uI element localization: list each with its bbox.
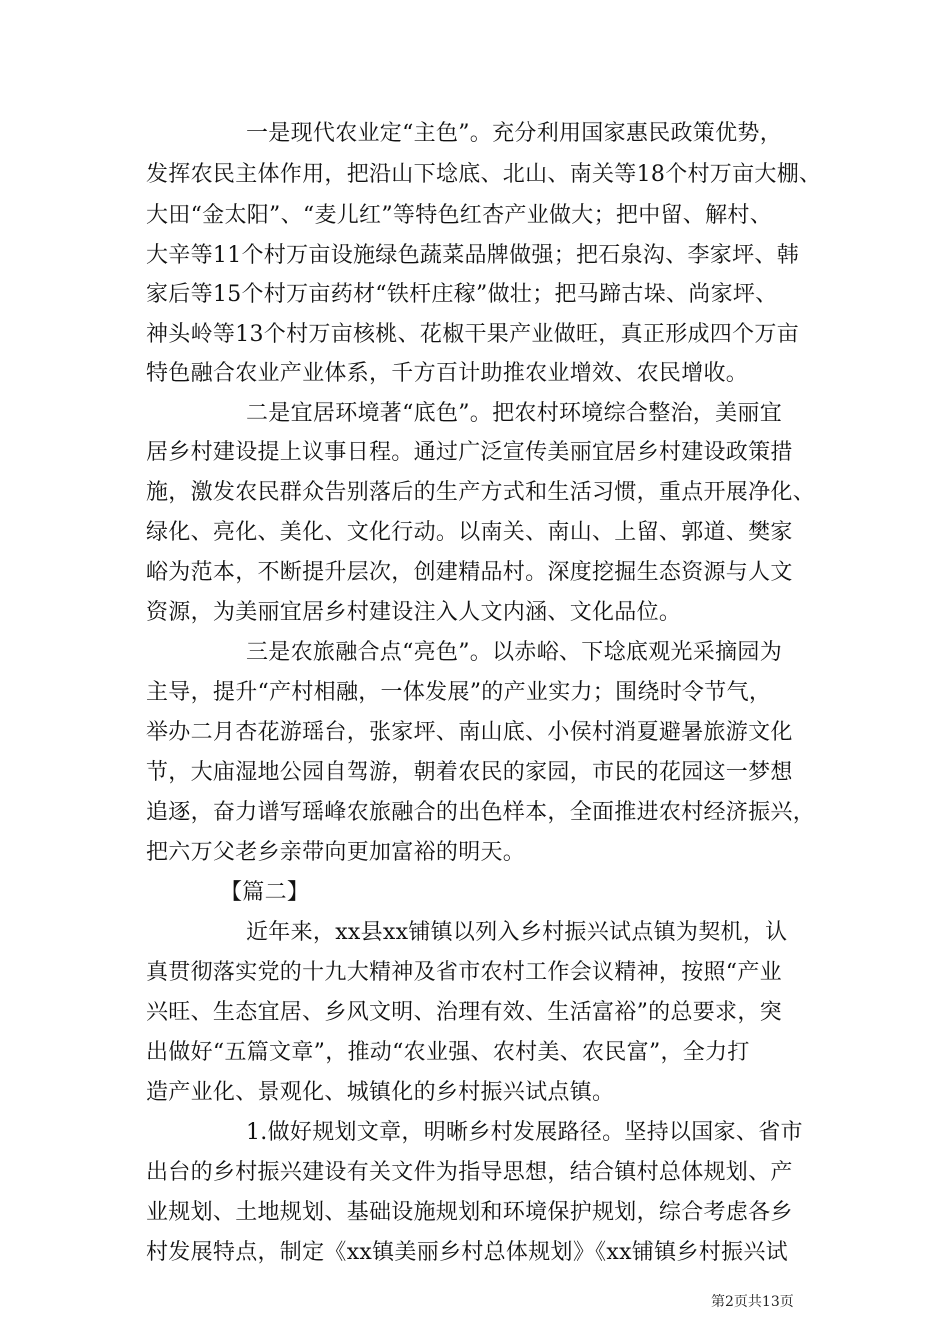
text-line: 近年来，xx县xx铺镇以列入乡村振兴试点镇为契机，认: [246, 920, 788, 945]
text-line: 居乡村建设提上议事日程。通过广泛宣传美丽宜居乡村建设政策措: [146, 440, 793, 465]
text-line: 业规划、土地规划、基础设施规划和环境保护规划，综合考虑各乡: [146, 1200, 793, 1225]
text-line: 大田“金太阳”、“麦儿红”等特色红杏产业做大；把中留、解村、: [146, 203, 772, 228]
text-line: 村发展特点，制定《xx镇美丽乡村总体规划》《xx铺镇乡村振兴试: [146, 1240, 788, 1265]
text-line: 三是农旅融合点“亮色”。以赤峪、下埝底观光采摘园为: [246, 640, 782, 665]
text-line: 把六万父老乡亲带向更加富裕的明天。: [146, 840, 526, 865]
text-line: 追逐，奋力谱写瑶峰农旅融合的出色样本，全面推进农村经济振兴，: [146, 800, 816, 825]
text-line: 绿化、亮化、美化、文化行动。以南关、南山、上留、郭道、樊家: [146, 520, 793, 545]
page-number-footer: 第2页共13页: [711, 1294, 794, 1310]
section-title: 【篇二】: [220, 880, 310, 905]
text-line: 发挥农民主体作用，把沿山下埝底、北山、南关等18个村万亩大棚、: [146, 162, 822, 187]
text-line: 节，大庙湿地公园自驾游，朝着农民的家园，市民的花园这一梦想: [146, 760, 793, 785]
text-line: 资源，为美丽宜居乡村建设注入人文内涵、文化品位。: [146, 600, 682, 625]
text-line: 家后等15个村万亩药材“铁杆庄稼”做壮；把马蹄古垛、尚家坪、: [146, 282, 778, 307]
text-line: 造产业化、景观化、城镇化的乡村振兴试点镇。: [146, 1080, 615, 1105]
text-line: 一是现代农业定“主色”。充分利用国家惠民政策优势，: [246, 121, 782, 146]
text-line: 特色融合农业产业体系，千方百计助推农业增效、农民增收。: [146, 361, 749, 386]
text-line: 举办二月杏花游瑶台，张家坪、南山底、小侯村消夏避暑旅游文化: [146, 720, 793, 745]
text-line: 大辛等11个村万亩设施绿色蔬菜品牌做强；把石泉沟、李家坪、韩: [146, 243, 799, 268]
text-line: 峪为范本，不断提升层次，创建精品村。深度挖掘生态资源与人文: [146, 560, 793, 585]
text-line: 兴旺、生态宜居、乡风文明、治理有效、生活富裕”的总要求，突: [146, 1000, 782, 1025]
text-line: 出做好“五篇文章”，推动“农业强、农村美、农民富”，全力打: [146, 1040, 750, 1065]
text-line: 二是宜居环境著“底色”。把农村环境综合整治，美丽宜: [246, 401, 782, 426]
text-line: 1.做好规划文章，明晰乡村发展路径。坚持以国家、省市: [246, 1120, 803, 1145]
text-line: 出台的乡村振兴建设有关文件为指导思想，结合镇村总体规划、产: [146, 1160, 793, 1185]
text-line: 施，激发农民群众告别落后的生产方式和生活习惯，重点开展净化、: [146, 480, 816, 505]
text-line: 真贯彻落实党的十九大精神及省市农村工作会议精神，按照“产业: [146, 960, 782, 985]
text-line: 神头岭等13个村万亩核桃、花椒干果产业做旺，真正形成四个万亩: [146, 322, 799, 347]
text-line: 主导，提升“产村相融，一体发展”的产业实力；围绕时令节气，: [146, 680, 772, 705]
